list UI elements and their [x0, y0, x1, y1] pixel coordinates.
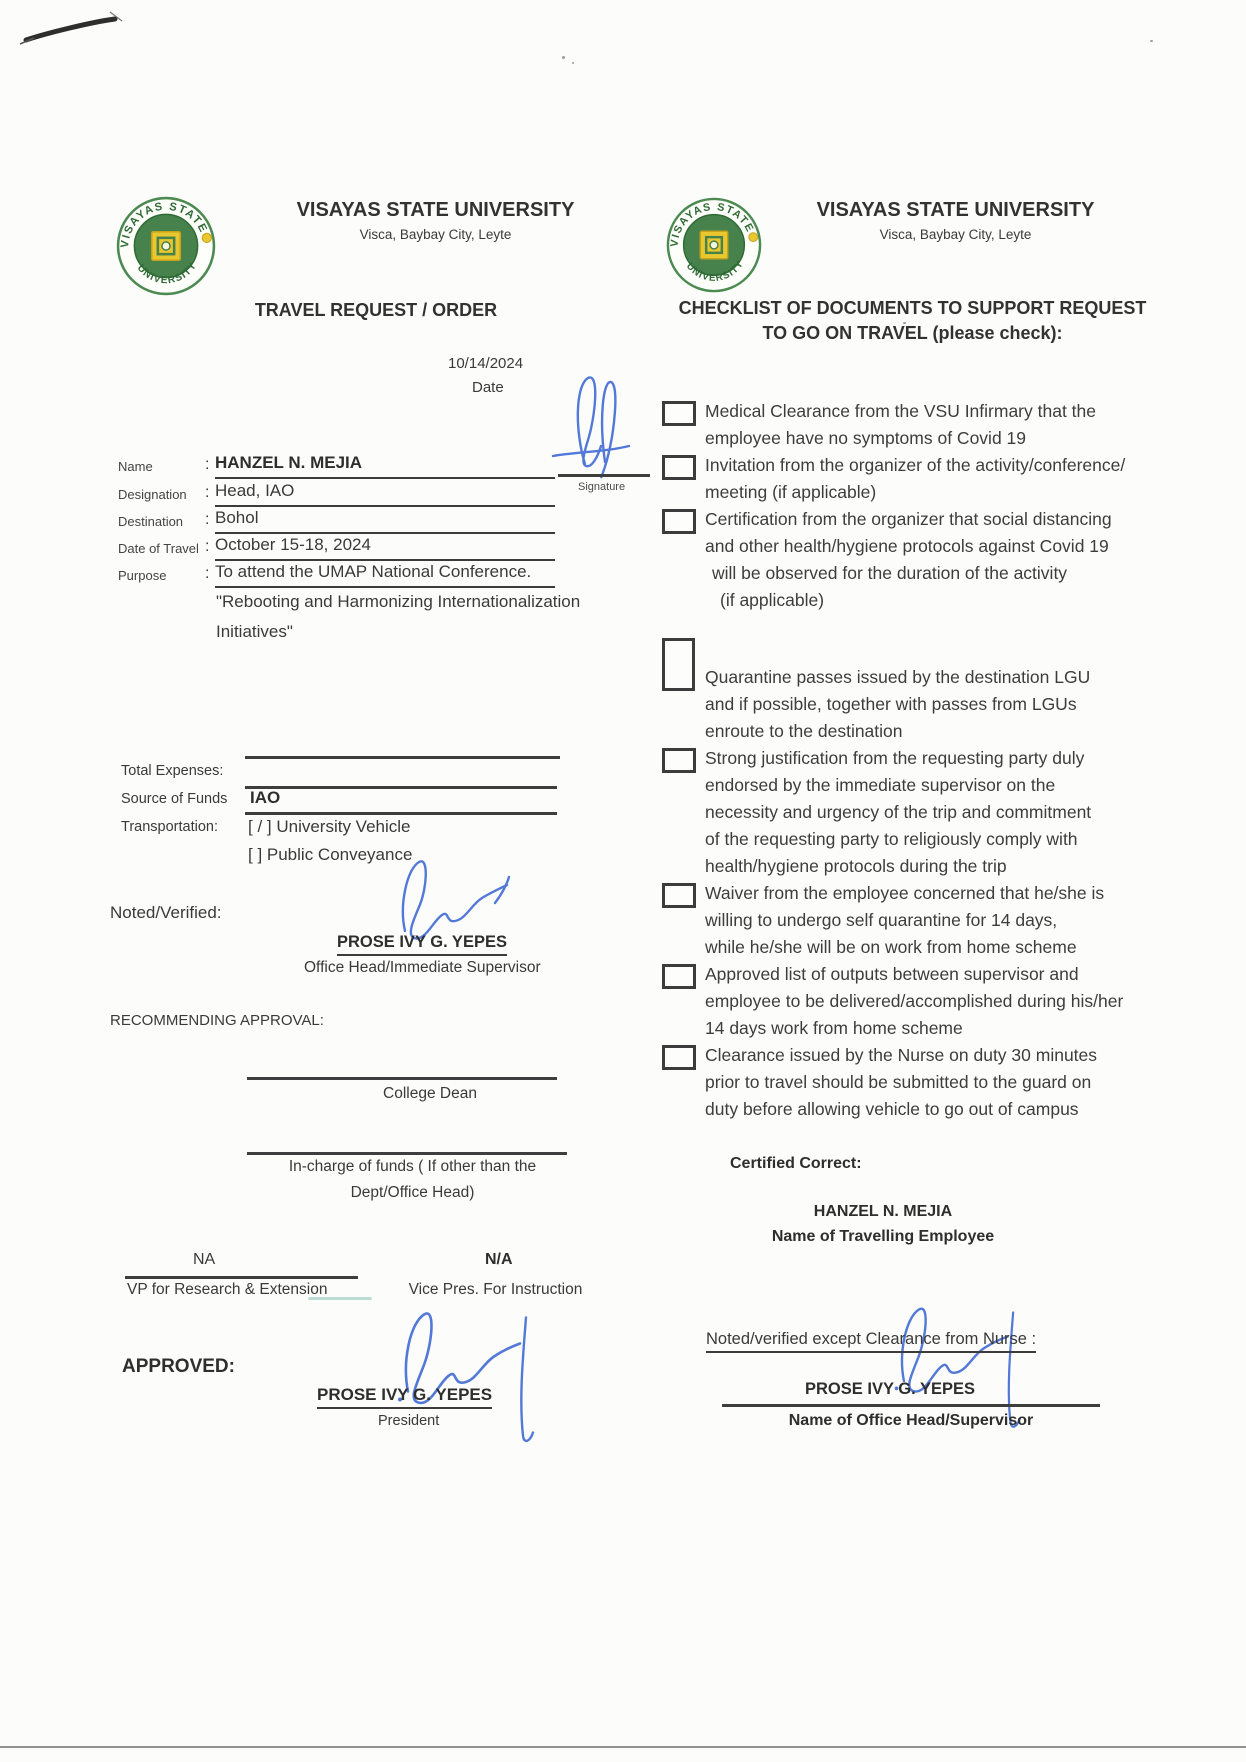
form-title: TRAVEL REQUEST / ORDER — [254, 300, 498, 320]
field-label: Date of Travel — [118, 541, 199, 556]
checklist-line: 14 days work from home scheme — [705, 1018, 963, 1038]
supervisor-name: PROSE IVY G. YEPES — [805, 1380, 975, 1398]
purpose-continuation-1: "Rebooting and Harmonizing Internationalization — [216, 592, 581, 611]
checklist — [662, 398, 1178, 1123]
checkbox-unchecked — [662, 1045, 696, 1070]
incharge-line — [247, 1152, 567, 1155]
field-row-name — [110, 455, 580, 482]
incharge-label-2: Dept/Office Head) — [350, 1184, 475, 1201]
certified-title: Name of Travelling Employee — [771, 1228, 995, 1245]
checkbox-unchecked — [662, 883, 696, 908]
checklist-line: Clearance issued by the Nurse on duty 30 minutes — [705, 1045, 1098, 1065]
checklist-line: duty before allowing vehicle to go out of campus — [705, 1099, 1079, 1119]
field-label: Designation — [118, 487, 187, 502]
checklist-item — [662, 452, 1178, 506]
scan-speck — [562, 56, 565, 59]
university-address-left: Visca, Baybay City, Leyte — [359, 227, 512, 242]
scan-speck — [1150, 40, 1153, 42]
incharge-label-1: In-charge of funds ( If other than the — [288, 1158, 537, 1175]
checklist-title-1: CHECKLIST OF DOCUMENTS TO SUPPORT REQUEST — [678, 298, 1147, 318]
vp-research-line — [125, 1276, 358, 1279]
checklist-line: while he/she will be on work from home scheme — [705, 937, 1077, 957]
checklist-title-2: TO GO ON TRAVEL (please check): — [762, 323, 1063, 343]
noted-verified-title: Office Head/Immediate Supervisor — [304, 959, 541, 976]
college-dean-label: College Dean — [383, 1085, 477, 1102]
checklist-line: and if possible, together with passes from LGUs — [705, 694, 1077, 714]
checklist-line: prior to travel should be submitted to the guard on — [705, 1072, 1092, 1092]
transportation-option-university-vehicle: [ / ] University Vehicle — [248, 817, 411, 836]
field-value: Head, IAO — [215, 481, 555, 507]
field-label: Purpose — [118, 568, 167, 583]
field-value: HANZEL N. MEJIA — [215, 453, 555, 479]
certified-name: HANZEL N. MEJIA — [813, 1203, 953, 1220]
source-of-funds-label: Source of Funds — [121, 791, 228, 807]
checklist-line: will be observed for the duration of the activity — [712, 563, 1068, 583]
recommending-approval-label: RECOMMENDING APPROVAL: — [110, 1012, 324, 1029]
field-label: Destination — [118, 514, 184, 529]
university-name-left: VISAYAS STATE UNIVERSITY — [296, 199, 575, 221]
field-row-designation — [110, 483, 580, 510]
checklist-line: and other health/hygiene protocols against Covid 19 — [705, 536, 1109, 556]
signature-label: Signature — [578, 481, 626, 493]
scan-speck — [572, 62, 574, 64]
checklist-line: (if applicable) — [720, 590, 825, 610]
vp-research-value: NA — [193, 1251, 216, 1268]
checklist-line: Medical Clearance from the VSU Infirmary that the — [705, 401, 1096, 421]
approved-name: PROSE IVY G. YEPES — [317, 1385, 492, 1409]
university-address-right: Visca, Baybay City, Leyte — [879, 227, 1032, 242]
scan-corner-mark — [12, 2, 142, 52]
vp-research-label: VP for Research & Extension — [127, 1281, 328, 1298]
vp-instruction-value: N/A — [485, 1251, 513, 1268]
total-expenses-label: Total Expenses: — [121, 763, 224, 779]
field-value: October 15-18, 2024 — [215, 535, 555, 561]
field-colon: : — [205, 565, 210, 582]
source-of-funds-underline — [245, 812, 557, 815]
field-row-destination — [110, 510, 580, 537]
checklist-line: Waiver from the employee concerned that he/she is — [705, 883, 1105, 903]
field-colon: : — [205, 538, 210, 555]
noted-verified-name: PROSE IVY G. YEPES — [337, 933, 507, 956]
checklist-line: Certification from the organizer that social distancing — [705, 509, 1112, 529]
date-value: 10/14/2024 — [448, 355, 524, 372]
checklist-line: endorsed by the immediate supervisor on the — [705, 775, 1056, 795]
checklist-line: enroute to the destination — [705, 721, 903, 741]
vsu-seal-left — [115, 195, 217, 297]
total-expenses-blank-line — [245, 756, 560, 759]
checklist-item — [662, 664, 1178, 745]
checklist-line: meeting (if applicable) — [705, 482, 877, 502]
checklist-line: Strong justification from the requesting party duly — [705, 748, 1085, 768]
checklist-item — [662, 961, 1178, 1042]
checklist-line: Invitation from the organizer of the activity/conference/ — [705, 455, 1126, 475]
checklist-line: health/hygiene protocols during the trip — [705, 856, 1007, 876]
checklist-line: employee have no symptoms of Covid 19 — [705, 428, 1026, 448]
certified-correct-label: Certified Correct: — [730, 1155, 862, 1172]
field-colon: : — [205, 484, 210, 501]
checkbox-unchecked — [662, 509, 696, 534]
checkbox-unchecked — [662, 401, 696, 426]
checklist-line: Quarantine passes issued by the destination LGU — [705, 667, 1091, 687]
checklist-line: willing to undergo self quarantine for 14 days, — [705, 910, 1058, 930]
checkbox-unchecked — [662, 455, 696, 480]
transportation-label: Transportation: — [121, 819, 218, 835]
checklist-item — [662, 880, 1178, 961]
field-value: Bohol — [215, 508, 555, 534]
checklist-item — [662, 745, 1178, 880]
supervisor-title: Name of Office Head/Supervisor — [788, 1412, 1034, 1429]
college-dean-line — [247, 1077, 557, 1080]
checklist-line: Approved list of outputs between supervisor and — [705, 964, 1079, 984]
checklist-line: of the requesting party to religiously comply with — [705, 829, 1078, 849]
university-name-right: VISAYAS STATE UNIVERSITY — [816, 199, 1095, 221]
date-label: Date — [472, 379, 504, 396]
transportation-option-public-conveyance: [ ] Public Conveyance — [248, 845, 413, 864]
checkbox-unchecked — [662, 964, 696, 989]
noted-verified-label: Noted/Verified: — [110, 903, 222, 922]
scan-bottom-edge — [0, 1746, 1246, 1748]
checklist-item — [662, 398, 1178, 452]
noted-except-label: Noted/verified except Clearance from Nurse : — [706, 1330, 1036, 1353]
supervisor-line — [722, 1404, 1100, 1407]
vsu-seal-right — [665, 196, 763, 294]
source-of-funds-value: IAO — [250, 788, 281, 807]
purpose-continuation-2: Initiatives" — [216, 622, 293, 641]
field-colon: : — [205, 511, 210, 528]
checklist-item — [662, 1042, 1178, 1123]
field-label: Name — [118, 459, 153, 474]
field-colon: : — [205, 456, 210, 473]
checkbox-unchecked — [662, 748, 696, 773]
field-row-date-of-travel — [110, 537, 580, 564]
checklist-line: necessity and urgency of the trip and commitment — [705, 802, 1092, 822]
approved-title: President — [378, 1413, 440, 1429]
checklist-line: employee to be delivered/accomplished during his/her — [705, 991, 1124, 1011]
checklist-item — [662, 506, 1178, 614]
approved-label: APPROVED: — [122, 1356, 235, 1377]
vp-instruction-label: Vice Pres. For Instruction — [408, 1281, 583, 1298]
field-row-purpose — [110, 564, 580, 591]
checkbox-unchecked — [662, 638, 695, 691]
field-value: To attend the UMAP National Conference. — [215, 562, 555, 588]
total-expenses-underline — [245, 786, 557, 789]
